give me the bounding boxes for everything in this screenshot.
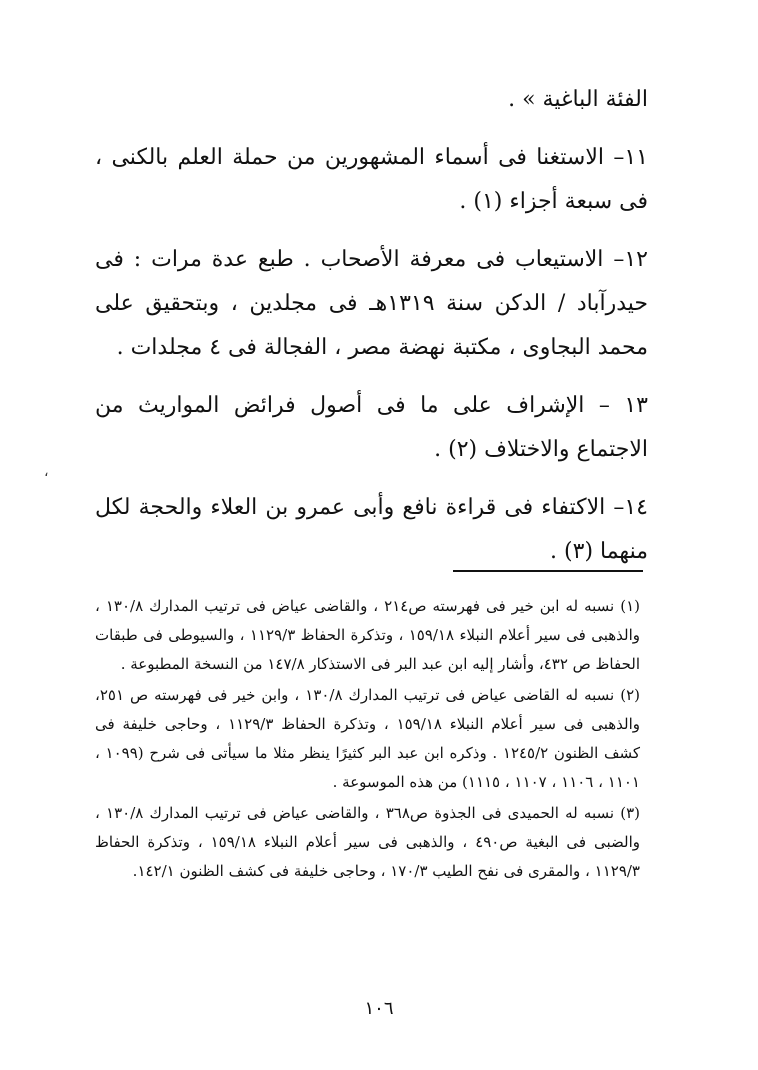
paragraph-item-11: [95, 136, 648, 224]
paragraph-text: الفئة الباغية » .: [508, 87, 648, 112]
paragraph-text: ١١– الاستغنا فى أسماء المشهورين من حملة العلم بالكنى ، فى سبعة أجزاء (١) .: [95, 145, 648, 214]
footnote-separator: [453, 570, 643, 572]
paragraph-text: ١٤– الاكتفاء فى قراءة نافع وأبى عمرو بن العلاء والحجة لكل منهما (٣) .: [95, 495, 648, 564]
page-number: ١٠٦: [364, 998, 394, 1019]
footnotes-section: [95, 592, 640, 888]
paragraph-item-14: [95, 486, 648, 574]
paragraph-text: ١٢– الاستيعاب فى معرفة الأصحاب . طبع عدة مرات : فى حيدرآباد / الدكن سنة ١٣١٩هـ فى مجلدين ، وبتحقيق على محمد البجاوى ، مكتبة نهضة مصر ، الفجالة فى ٤ مجلدات .: [95, 247, 649, 360]
main-text: [95, 78, 648, 588]
paragraph-text: ١٣ – الإشراف على ما فى أصول فرائض المواريث من الاجتماع والاختلاف (٢) .: [95, 393, 648, 462]
footnote-3: (٣) نسبه له الحميدى فى الجذوة ص٣٦٨ ، والقاضى عياض فى ترتيب المدارك ١٣٠/٨ ، والضبى فى البغية ص٤٩٠ ، والذهبى فى سير أعلام النبلاء ١٥٩/١٨ ، وتذكرة الحفاظ ١١٢٩/٣ ، والمقرى فى نفح الطيب ١٧٠/٣ ، وحاجى خليفة فى كشف الظنون ١٤٢/١.: [95, 804, 641, 880]
paragraph-item-13: [95, 384, 648, 472]
margin-mark: ،: [44, 464, 49, 480]
footnote-1: (١) نسبه له ابن خير فى فهرسته ص٢١٤ ، والقاضى عياض فى ترتيب المدارك ١٣٠/٨ ، والذهبى فى سير أعلام النبلاء ١٥٩/١٨ ، وتذكرة الحفاظ ١١٢٩/٣ ، والسيوطى فى طبقات الحفاظ ص ٤٣٢، وأشار إليه ابن عبد البر فى الاستذكار ١٤٧/٨ من النسخة المطبوعة .: [95, 597, 640, 673]
paragraph-item-12: [95, 238, 648, 370]
paragraph-continuation: [95, 78, 648, 122]
footnote-2: (٢) نسبه له القاضى عياض فى ترتيب المدارك ١٣٠/٨ ، وابن خير فى فهرسته ص ٢٥١، والذهبى فى سير أعلام النبلاء ١٥٩/١٨ ، وتذكرة الحفاظ ١١٢٩/٣ ، وحاجى خليفة فى كشف الظنون ١٢٤٥/٢ . وذكره ابن عبد البر كثيرًا ينظر مثلا ما سيأتى فى شرح (١٠٩٩ ، ١١٠١ ، ١١٠٦ ، ١١٠٧ ، ١١١٥) من هذه الموسوعة .: [95, 686, 641, 791]
